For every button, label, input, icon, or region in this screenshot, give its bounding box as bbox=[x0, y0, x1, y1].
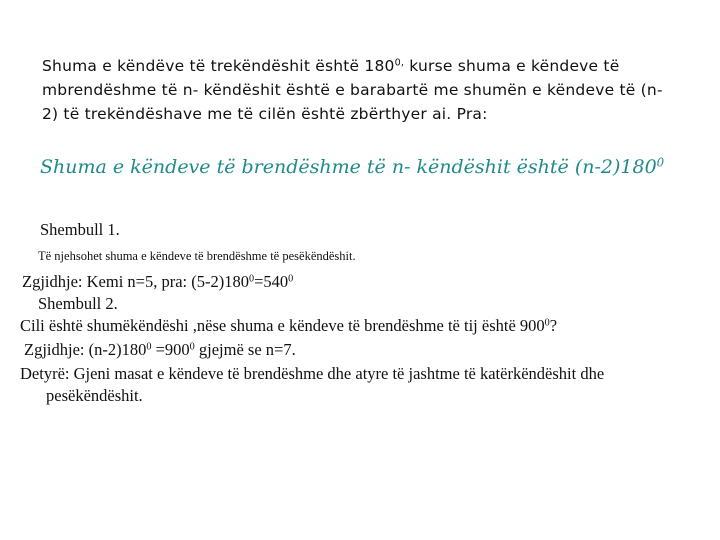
example-1-solution-text: Zgjidhje: Kemi n=5, pra: (5-2)180 bbox=[22, 272, 249, 291]
degree-superscript: 0, bbox=[394, 57, 405, 69]
degree-superscript: 0 bbox=[288, 273, 294, 285]
example-1-solution-result: =540 bbox=[254, 272, 289, 291]
intro-line-1-text: Shuma e këndëve të trekëndëshit është 180 bbox=[42, 57, 395, 75]
degree-superscript: 0 bbox=[189, 341, 195, 353]
degree-superscript: 0 bbox=[146, 341, 152, 353]
degree-superscript: 0 bbox=[544, 317, 550, 329]
angle-sum-rule bbox=[40, 152, 700, 182]
example-1-solution bbox=[22, 272, 293, 292]
example-1-task: Të njehsohet shuma e këndeve të brendëshme të pesëkëndëshit. bbox=[38, 249, 356, 263]
example-2-question-text: Cili është shumëkëndëshi ,nëse shuma e këndeve të brendëshme të tij është 900 bbox=[20, 316, 545, 335]
rule-text: Shuma e këndeve të brendëshme të n- këndëshit është (n-2)180 bbox=[40, 156, 657, 178]
intro-paragraph bbox=[42, 54, 692, 126]
rule-degree-superscript: 0 bbox=[656, 155, 665, 170]
example-2-heading: Shembull 2. bbox=[38, 294, 118, 313]
intro-line-1-continuation: kurse shuma e këndeve të bbox=[404, 57, 620, 75]
question-mark: ? bbox=[549, 316, 558, 335]
example-2-solution-answer: gjejmë se n=7. bbox=[194, 340, 296, 359]
example-2-question bbox=[20, 316, 557, 336]
exercise-line-2: pesëkëndëshit. bbox=[46, 386, 143, 405]
intro-line-2: mbrendëshme të n- këndëshit është e barabartë me shumën e këndeve të (n- bbox=[42, 81, 663, 99]
example-2-solution bbox=[24, 340, 296, 360]
example-2-solution-value: =900 bbox=[151, 340, 190, 359]
exercise-line-1: Detyrë: Gjeni masat e këndeve të brendëshme dhe atyre të jashtme të katërkëndëshit dhe bbox=[20, 364, 605, 383]
degree-superscript: 0 bbox=[248, 273, 255, 285]
intro-line-3: 2) të trekëndëshave me të cilën është zbërthyer ai. Pra: bbox=[42, 105, 488, 123]
example-1-heading: Shembull 1. bbox=[40, 220, 120, 239]
intro-line-1 bbox=[42, 54, 692, 78]
example-2-solution-text: Zgjidhje: (n-2)180 bbox=[24, 340, 147, 359]
